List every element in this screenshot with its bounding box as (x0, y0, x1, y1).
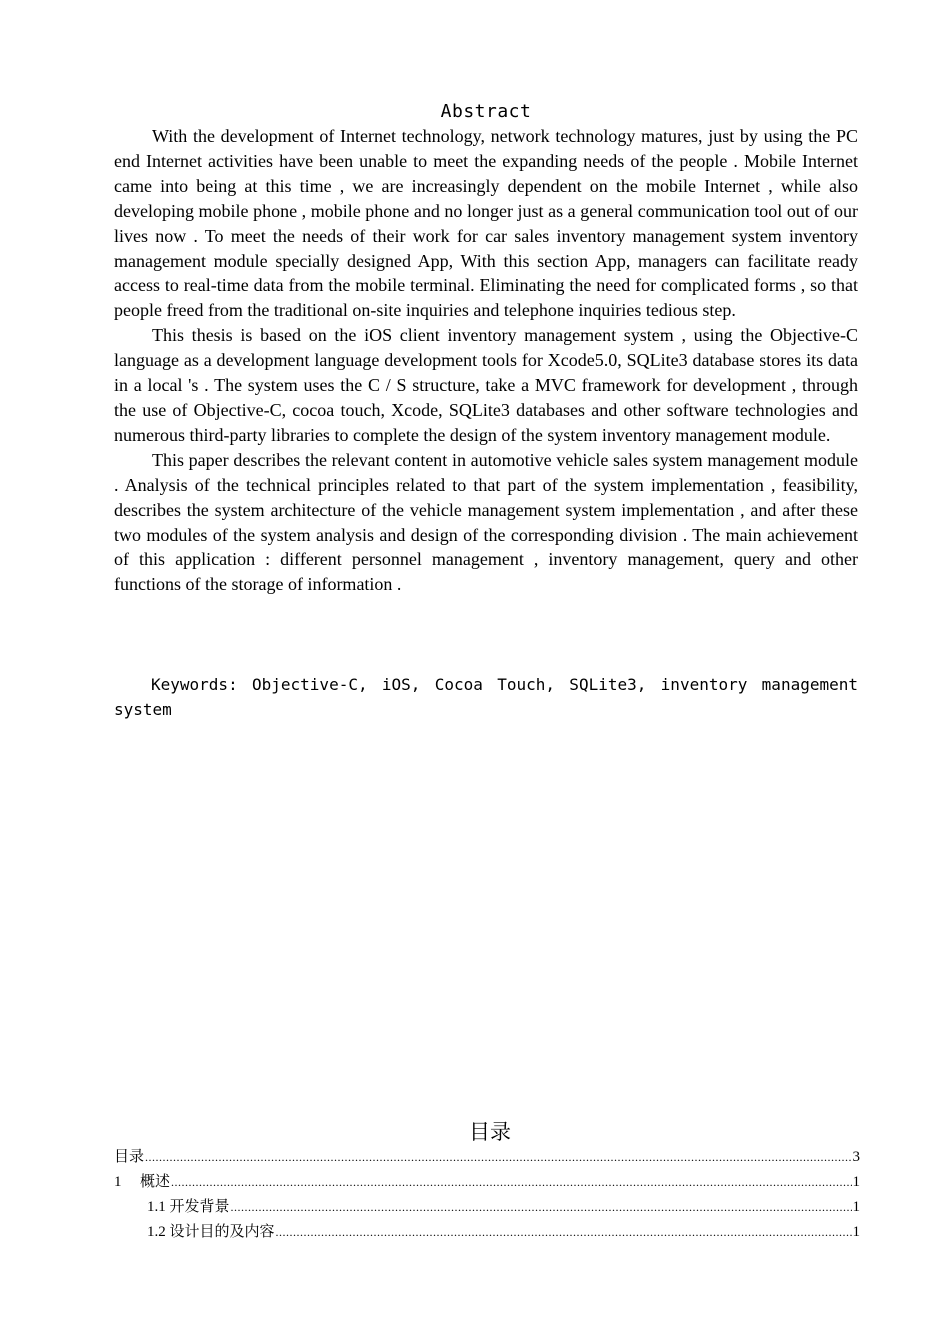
toc-entry[interactable] (114, 1220, 860, 1245)
abstract-paragraph: This paper describes the relevant content in automotive vehicle sales system management module . Analysis of the technical principles related to that part of the system implementation , feasibility, describes the system architecture of the vehicle management system implementation , and after these two modules of the system analysis and design of the corresponding division . The main achievement of this application : different personnel management , inventory management, query and other functions of the storage of information . (114, 449, 858, 595)
toc-entry-label: 1.2 设计目的及内容 (147, 1224, 275, 1240)
toc-page-number: 1 (852, 1224, 860, 1240)
toc-page-number: 1 (852, 1199, 860, 1215)
abstract-title: Abstract (440, 101, 532, 122)
abstract-paragraph: This thesis is based on the iOS client inventory management system , using the Objective-C language as a development language development tools for Xcode5.0, SQLite3 database stores its data in a local 's . The system uses the C / S structure, take a MVC framework for development , through the use of Objective-C, cocoa touch, Xcode, SQLite3 databases and other software technologies and numerous third-party libraries to complete the design of the system inventory management module. (114, 325, 858, 445)
toc-leader-dots (231, 1195, 852, 1220)
toc-leader-dots (276, 1220, 852, 1245)
toc-page-number: 1 (852, 1174, 860, 1190)
abstract-body (114, 124, 858, 597)
abstract-paragraph: With the development of Internet technology, network technology matures, just by using the PC end Internet activities have been unable to meet the expanding needs of the people . Mobile Internet came into being at this time , we are increasingly dependent on the mobile Internet , while also developing mobile phone , mobile phone and no longer just as a general communication tool out of our lives now . To meet the needs of their work for car sales inventory management system inventory management module specially designed App, With this section App, managers can facilitate ready access to real-time data from the mobile terminal. Eliminating the need for complicated forms , so that people freed from the traditional on-site inquiries and telephone inquiries tedious step. (114, 126, 858, 321)
toc-entry[interactable] (114, 1195, 860, 1220)
toc-entry-label: 概述 (140, 1174, 171, 1190)
toc-entry-number: 1 (114, 1174, 122, 1190)
toc-entry-label: 1.1 开发背景 (147, 1199, 230, 1215)
toc-title: 目录 (469, 1120, 511, 1144)
toc-page-number: 3 (852, 1149, 860, 1165)
toc-entry[interactable] (114, 1145, 860, 1170)
toc-leader-dots (171, 1170, 851, 1195)
toc-entry-label: 目录 (114, 1149, 145, 1165)
toc-leader-dots (145, 1145, 851, 1170)
toc-entry[interactable] (114, 1170, 860, 1195)
table-of-contents (114, 1145, 860, 1245)
keywords-line: Keywords: Objective-C, iOS, Cocoa Touch, SQLite3, inventory management system (114, 675, 858, 719)
toc-entry-label-group (114, 1170, 170, 1195)
